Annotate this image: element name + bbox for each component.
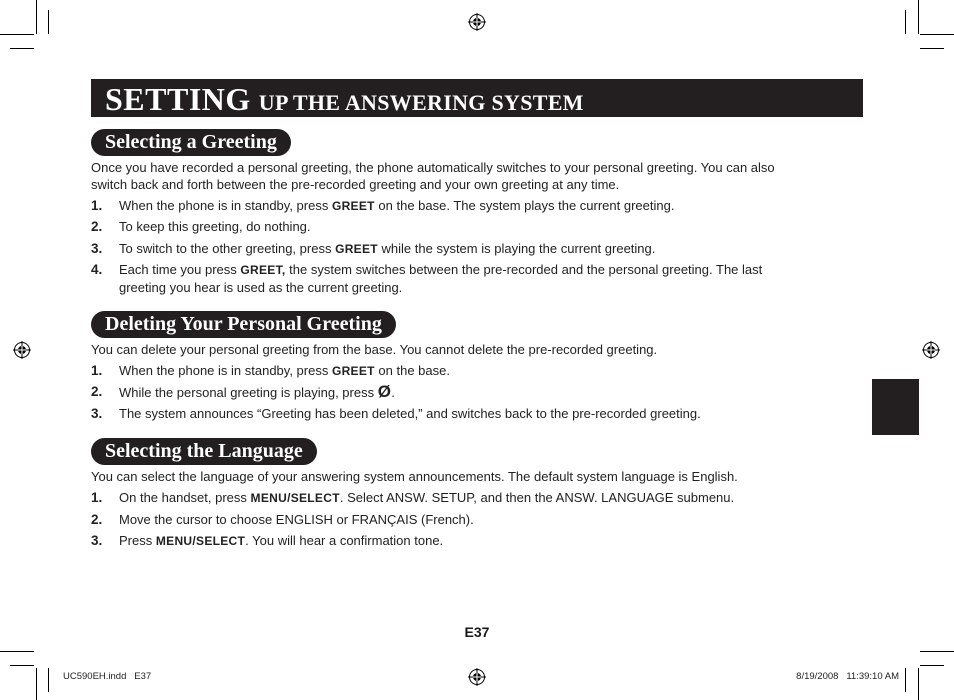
intro-line: switch back and forth between the pre-recorded greeting and your own greeting at any time. [91,177,620,192]
section-heading-deleting-greeting: Deleting Your Personal Greeting [91,311,396,338]
crop-mark [48,668,49,692]
key-name: MENU/SELECT [155,534,246,548]
crop-mark [918,0,919,34]
key-name: GREET [331,364,375,378]
step-number: 1. [91,363,103,378]
crop-mark [48,10,49,34]
footer-filename: UC590EH.indd E37 [63,671,152,682]
crop-mark [920,34,954,35]
crop-mark [905,10,906,34]
step-text: To switch to the other greeting, press GREET while the system is playing the current greeting. [119,241,656,256]
crop-mark [918,668,919,700]
crop-mark [920,48,944,49]
page-header-bar [91,79,863,117]
step-number: 2. [91,512,103,527]
step-number: 3. [91,406,103,421]
key-name: GREET [335,242,378,256]
step-number: 3. [91,241,103,256]
crop-mark [0,651,34,652]
intro-line: Once you have recorded a personal greeting, the phone automatically switches to your personal greeting. You can also [91,160,775,175]
key-name: GREET, [240,263,286,277]
step-number: 1. [91,490,103,505]
section-heading-selecting-greeting: Selecting a Greeting [91,129,291,156]
step-text: Press MENU/SELECT. You will hear a confirmation tone. [119,533,444,548]
crop-mark [905,668,906,692]
crop-mark [920,665,944,666]
key-name: GREET [331,199,375,213]
crop-mark [0,34,34,35]
header-title-small: UP THE ANSWERING SYSTEM [258,90,584,115]
header-title-large: SETTING [105,81,251,117]
section-intro: You can delete your personal greeting from the base. You cannot delete the pre-recorded greeting. [91,342,658,357]
crop-mark [36,668,37,700]
section-tab [872,379,919,435]
step-text: While the personal greeting is playing, press Ø. [119,382,395,401]
step-text: On the handset, press MENU/SELECT. Select ANSW. SETUP, and then the ANSW. LANGUAGE submenu. [119,490,735,505]
step-number: 1. [91,198,103,213]
crop-mark [10,48,34,49]
step-number: 3. [91,533,103,548]
step-text: The system announces “Greeting has been deleted,” and switches back to the pre-recorded greeting. [119,406,701,421]
step-number: 2. [91,219,103,234]
section-intro: You can select the language of your answering system announcements. The default system language is English. [91,469,738,484]
section-heading-selecting-language: Selecting the Language [91,438,317,465]
step-text: To keep this greeting, do nothing. [119,219,311,234]
delete-key-icon: Ø [377,382,392,401]
registration-mark-icon [468,668,486,686]
step-number: 2. [91,384,103,399]
key-name: MENU/SELECT [250,491,340,505]
step-text: Move the cursor to choose ENGLISH or FRANÇAIS (French). [119,512,474,527]
crop-mark [10,665,34,666]
registration-mark-icon [468,13,486,31]
step-text: When the phone is in standby, press GREET on the base. The system plays the current greeting. [119,198,675,213]
step-text: Each time you press GREET, the system switches between the pre-recorded and the personal greeting. The last greeting you hear is used as the current greeting. [119,262,763,295]
crop-mark [920,651,954,652]
page-number: E37 [464,624,490,640]
footer-timestamp: 8/19/2008 11:39:10 AM [796,671,899,682]
step-number: 4. [91,262,103,277]
registration-mark-icon [922,341,940,359]
registration-mark-icon [13,341,31,359]
step-text: When the phone is in standby, press GREET on the base. [119,363,450,378]
section-intro [91,159,851,193]
crop-mark [36,0,37,34]
